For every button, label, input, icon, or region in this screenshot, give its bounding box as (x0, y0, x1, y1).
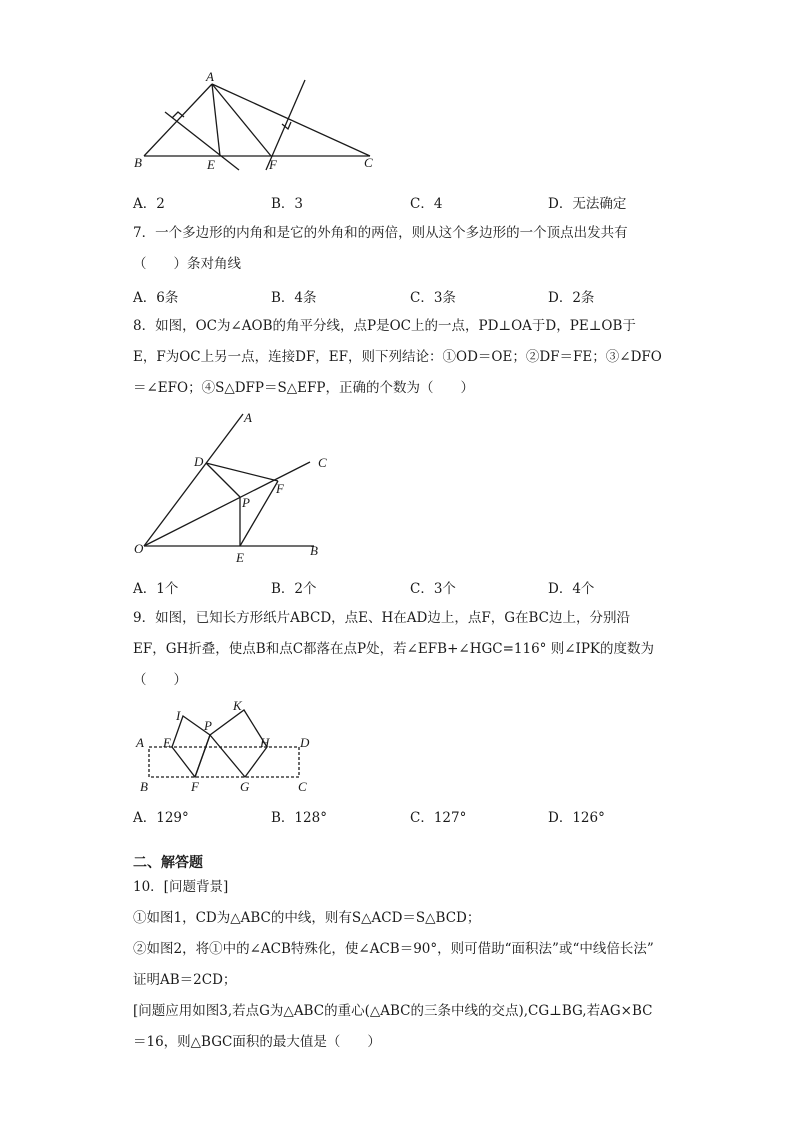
q9-label-D: D (300, 735, 310, 750)
q9-label-K: K (233, 698, 242, 713)
q9-figure (130, 696, 330, 796)
q9-segment-PF (195, 735, 210, 777)
q9-fold-right (210, 710, 267, 777)
q9-label-G: G (240, 779, 250, 794)
q9-label-C: C (298, 779, 307, 794)
q6-option-a[interactable]: A．2 (133, 196, 165, 212)
q9-stem-line1: 9．如图，已知长方形纸片ABCD，点E、H在AD边上，点F，G在BC边上，分别沿 (133, 610, 631, 626)
q7-option-a[interactable]: A．6条 (133, 290, 179, 306)
q6-right-angle-mark-1 (172, 112, 184, 118)
q6-segment-AC (212, 84, 370, 156)
q6-label-F: F (269, 157, 277, 172)
q6-label-E: E (207, 157, 215, 172)
q8-label-E: E (236, 550, 244, 565)
q8-label-D: D (194, 454, 204, 469)
q8-segment-DP (206, 463, 240, 497)
q8-option-d[interactable]: D．4个 (548, 581, 595, 597)
q8-label-P: P (242, 495, 250, 510)
q6-figure (130, 66, 390, 178)
q9-option-a[interactable]: A．129° (133, 810, 189, 826)
q6-segment-AE (212, 84, 220, 156)
q9-label-B: B (140, 779, 148, 794)
q7-option-b[interactable]: B．4条 (271, 290, 317, 306)
q6-label-B: B (134, 155, 142, 170)
q8-stem-line2: E，F为OC上另一点，连接DF，EF，则下列结论：①OD＝OE；②DF＝FE；③∠DFO (133, 349, 662, 365)
q7-stem-line2: （ ）条对角线 (133, 256, 241, 272)
q9-label-E: E (163, 735, 171, 750)
q9-label-A: A (136, 735, 144, 750)
q6-segment-AF (212, 84, 271, 156)
q9-option-b[interactable]: B．128° (271, 810, 327, 826)
q6-perp-bisector-AB (165, 112, 239, 170)
q7-option-d[interactable]: D．2条 (548, 290, 595, 306)
q8-label-F: F (276, 481, 284, 496)
q7-option-c[interactable]: C．3条 (410, 290, 456, 306)
q10-line2: ①如图1，CD为△ABC的中线，则有S△ACD＝S△BCD； (133, 910, 481, 926)
q8-label-B: B (310, 543, 318, 558)
q9-stem-line2: EF，GH折叠，使点B和点C都落在点P处，若∠EFB+∠HGC=116° 则∠IPK的度数为 (133, 641, 655, 657)
q8-option-b[interactable]: B．2个 (271, 581, 317, 597)
q6-segment-AB (144, 84, 212, 156)
q9-label-F: F (191, 779, 199, 794)
q9-label-I: I (176, 708, 181, 723)
q6-option-d[interactable]: D．无法确定 (548, 196, 627, 212)
q10-line1: 10．[问题背景] (133, 879, 229, 895)
q8-label-O: O (134, 541, 144, 556)
q10-line5: [问题应用如图3,若点G为△ABC的重心(△ABC的三条中线的交点),CG⊥BG,若AG×BC (133, 1003, 653, 1019)
q8-label-A: A (244, 410, 252, 425)
q6-label-C: C (364, 155, 373, 170)
q9-label-H: H (260, 735, 270, 750)
q6-option-c[interactable]: C．4 (410, 196, 443, 212)
q6-option-b[interactable]: B．3 (271, 196, 304, 212)
q10-line6: ＝16，则△BGC面积的最大值是（ ） (133, 1034, 381, 1050)
q8-stem-line3: ＝∠EFO；④S△DFP＝S△EFP，正确的个数为（ ） (133, 380, 474, 396)
q9-label-P: P (204, 718, 212, 733)
q8-ray-OC (144, 462, 310, 546)
q8-stem-line1: 8．如图，OC为∠AOB的角平分线，点P是OC上的一点，PD⊥OA于D，PE⊥OB于 (133, 318, 636, 334)
q9-option-d[interactable]: D．126° (548, 810, 605, 826)
q8-figure (130, 404, 340, 566)
q10-line3: ②如图2，将①中的∠ACB特殊化，使∠ACB＝90°，则可借助“面积法”或“中线倍长法” (133, 941, 654, 957)
q9-stem-line3: （ ） (133, 672, 187, 688)
q8-option-a[interactable]: A．1个 (133, 581, 179, 597)
q7-stem-line1: 7．一个多边形的内角和是它的外角和的两倍，则从这个多边形的一个顶点出发共有 (133, 225, 628, 241)
q8-ray-OA (144, 414, 243, 546)
q8-segment-DF (206, 463, 278, 481)
q8-option-c[interactable]: C．3个 (410, 581, 456, 597)
q8-segment-EF (240, 481, 278, 546)
q9-option-c[interactable]: C．127° (410, 810, 467, 826)
q8-label-C: C (318, 455, 327, 470)
q6-label-A: A (206, 69, 214, 84)
section-title-answer-questions: 二、解答题 (133, 855, 203, 871)
q10-line4: 证明AB＝2CD； (133, 972, 237, 988)
